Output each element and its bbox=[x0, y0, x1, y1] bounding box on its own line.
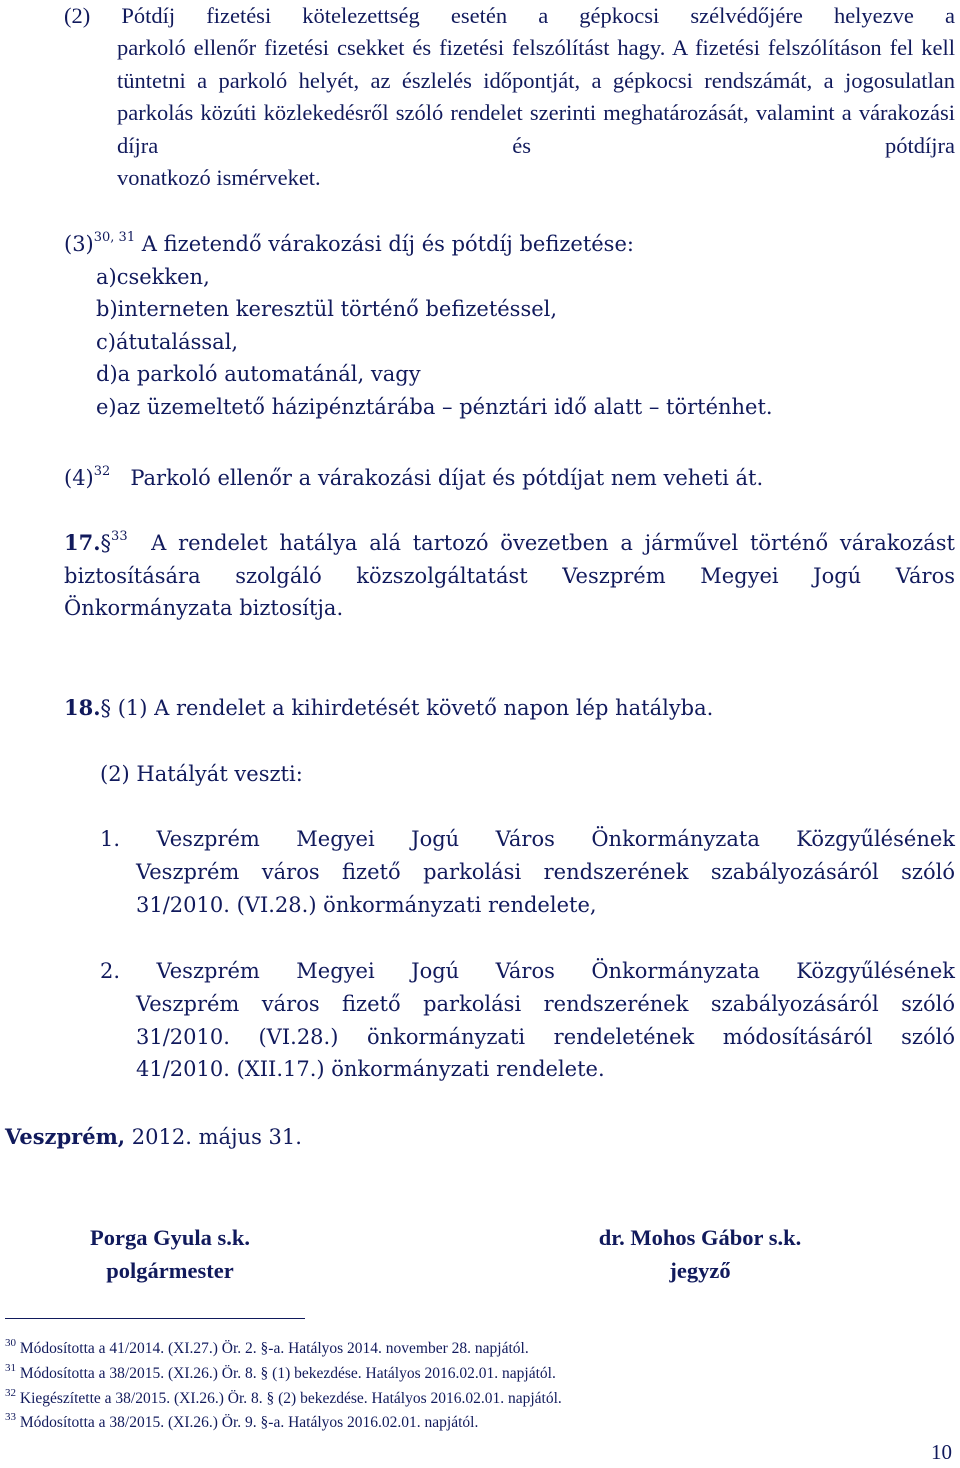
footnote-ref: 32 bbox=[93, 464, 111, 479]
paragraph-2-line: gépkocsi rendszámát, a jogosulatlan parkolás közúti közlekedésről szóló bbox=[117, 67, 955, 125]
footnote-number: 32 bbox=[5, 1386, 16, 1399]
section-17-first-line bbox=[64, 527, 955, 560]
section-17-line: A rendelet hatálya alá tartozó övezetben a járművel történő várakozást bbox=[151, 531, 955, 555]
paragraph-2 bbox=[64, 0, 955, 33]
footnote-number: 30 bbox=[5, 1336, 16, 1349]
repealed-item-line: 31/2010. (VI.28.) önkormányzati rendelete, bbox=[136, 892, 597, 917]
repealed-item-1-body bbox=[136, 856, 955, 921]
signatory-title: polgármester bbox=[106, 1258, 234, 1283]
paragraph-4 bbox=[64, 462, 944, 495]
repealed-item-line: 41/2010. (XII.17.) önkormányzati rendelete. bbox=[136, 1057, 605, 1081]
section-sign: § bbox=[100, 696, 112, 720]
footnote-ref: 30, 31 bbox=[93, 230, 136, 245]
section-18-p1-text: (1) A rendelet a kihirdetését követő napon lép hatályba. bbox=[117, 696, 714, 720]
paragraph-3-lead: A fizetendő várakozási díj és pótdíj befizetése: bbox=[141, 232, 634, 256]
repealed-item-line: 1. Veszprém Megyei Jogú Város Önkormányzata Közgyűlésének bbox=[100, 827, 955, 851]
paragraph-2-line: (2) Pótdíj fizetési kötelezettség esetén a gépkocsi szélvédőjére helyezve a bbox=[64, 3, 955, 28]
footnote-number: 31 bbox=[5, 1361, 16, 1374]
repealed-item-2 bbox=[100, 955, 955, 988]
paragraph-2-line: parkoló ellenőr fizetési csekket és fizetési felszólítást hagy. A fizetési bbox=[117, 35, 760, 60]
signature-right bbox=[555, 1221, 845, 1287]
repealed-item-1 bbox=[100, 823, 955, 856]
footnote bbox=[5, 1361, 556, 1383]
footnote-separator bbox=[5, 1318, 305, 1319]
footnote-text: Kiegészítette a 38/2015. (XI.26.) Ör. 8. § (2) bekezdése. Hatályos 2016.02.01. napjától. bbox=[19, 1390, 562, 1407]
paragraph-4-text: Parkoló ellenőr a várakozási díjat és pótdíjat nem veheti át. bbox=[130, 466, 764, 490]
list-item: e)az üzemeltető házipénztárába – pénztári idő alatt – történhet. bbox=[96, 394, 773, 419]
repealed-item-line: Veszprém város fizető parkolási rendszerének szabályozásáról szóló bbox=[136, 860, 955, 884]
paragraph-number: (3) bbox=[64, 232, 94, 256]
footnote bbox=[5, 1410, 479, 1432]
section-sign: § bbox=[100, 531, 112, 555]
footnote-ref: 33 bbox=[111, 529, 128, 544]
paragraph-3 bbox=[64, 228, 944, 423]
paragraph-3-lead-line bbox=[64, 228, 944, 261]
section-17-line: Önkormányzata biztosítja. bbox=[64, 596, 344, 620]
list-item: d)a parkoló automatánál, vagy bbox=[96, 362, 421, 386]
list-item: c)átutalással, bbox=[96, 329, 239, 354]
signatory-name: dr. Mohos Gábor s.k. bbox=[598, 1225, 802, 1250]
footnote bbox=[5, 1336, 529, 1358]
section-18-p2 bbox=[100, 758, 940, 791]
paragraph-number: (4) bbox=[64, 466, 94, 490]
footnote-text: Módosította a 41/2014. (XI.27.) Ör. 2. §-a. Hatályos 2014. november 28. napjától. bbox=[19, 1340, 529, 1357]
repealed-item-2-body bbox=[136, 988, 955, 1086]
paragraph-2-line: vonatkozó ismérveket. bbox=[117, 165, 321, 190]
repealed-item-line: Veszprém város fizető parkolási rendszerének szabályozásáról szóló bbox=[136, 992, 955, 1016]
signature-left bbox=[50, 1221, 290, 1287]
repealed-item-line: 31/2010. (VI.28.) önkormányzati rendeletének módosításáról szóló bbox=[136, 1024, 955, 1049]
place-date bbox=[5, 1121, 605, 1154]
footnote bbox=[5, 1386, 562, 1408]
date: 2012. május 31. bbox=[125, 1125, 302, 1149]
paragraph-2-line: rendelet szerinti meghatározását, valamint a várakozási díjra és pótdíjra bbox=[117, 100, 956, 158]
paragraph-2-line: felszólításon fel kell tüntetni a parkoló helyét, az észlelés időpontját, a bbox=[117, 35, 955, 93]
section-number: 17. bbox=[64, 530, 101, 555]
signatory-title: jegyző bbox=[669, 1258, 731, 1283]
repealed-item-line: 2. Veszprém Megyei Jogú Város Önkormányzata Közgyűlésének bbox=[100, 959, 955, 983]
section-18-p2-text: (2) Hatályát veszti: bbox=[100, 762, 303, 786]
section-number: 18. bbox=[64, 695, 101, 720]
footnote-text: Módosította a 38/2015. (XI.26.) Ör. 8. § (1) bekezdése. Hatályos 2016.02.01. napjától. bbox=[19, 1365, 556, 1382]
place: Veszprém, bbox=[5, 1124, 126, 1149]
signatory-name: Porga Gyula s.k. bbox=[89, 1225, 251, 1250]
section-17-line: biztosítására szolgáló közszolgáltatást Veszprém Megyei Jogú Város bbox=[64, 563, 955, 588]
list-item: a)csekken, bbox=[96, 264, 210, 289]
page-number: 10 bbox=[931, 1440, 952, 1464]
section-17 bbox=[64, 527, 955, 625]
footnote-number: 33 bbox=[5, 1410, 16, 1423]
footnote-text: Módosította a 38/2015. (XI.26.) Ör. 9. §-a. Hatályos 2016.02.01. napjától. bbox=[19, 1414, 479, 1431]
list-item: b)interneten keresztül történő befizetéssel, bbox=[96, 297, 558, 321]
section-18-p1 bbox=[64, 692, 944, 725]
paragraph-2-body bbox=[117, 32, 955, 195]
